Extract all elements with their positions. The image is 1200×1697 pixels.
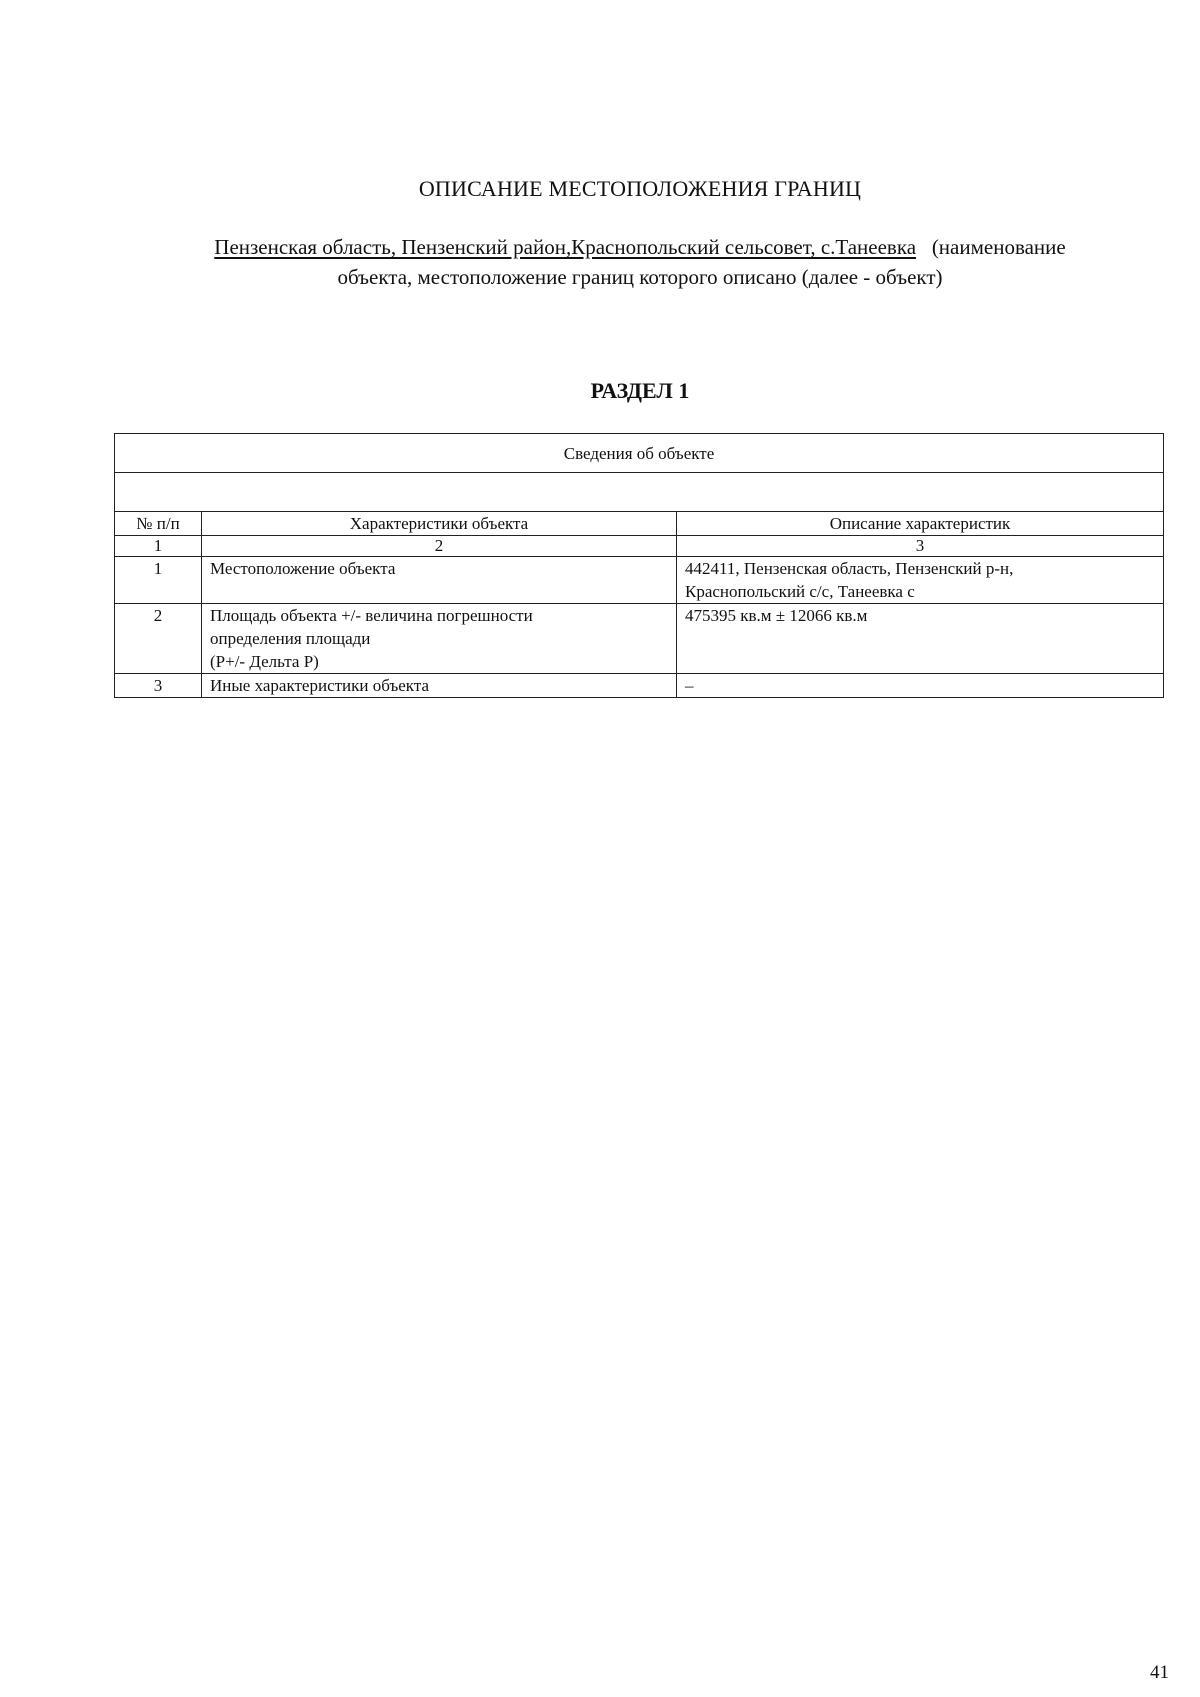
row-characteristic: Местоположение объекта (202, 557, 677, 604)
document-title: ОПИСАНИЕ МЕСТОПОЛОЖЕНИЯ ГРАНИЦ (418, 176, 862, 201)
header-number: № п/п (115, 512, 202, 536)
table-row (115, 604, 1164, 674)
object-name: Пензенская область, Пензенский район,Краснопольский сельсовет, с.Танеевка (214, 235, 917, 259)
table-header-row (115, 512, 1164, 536)
row-characteristic-line: (Р+/- Дельта Р) (210, 652, 319, 671)
row-number: 3 (115, 674, 202, 698)
table-row (115, 557, 1164, 604)
column-number-1: 1 (115, 536, 202, 557)
table-caption: Сведения об объекте (115, 434, 1164, 473)
row-number: 1 (115, 557, 202, 604)
object-name-note-part2: объекта, местоположение границ которого описано (далее - объект) (337, 265, 943, 289)
row-description: 475395 кв.м ± 12066 кв.м (677, 604, 1164, 674)
row-characteristic: Иные характеристики объекта (202, 674, 677, 698)
table-empty-row (115, 473, 1164, 512)
row-number: 2 (115, 604, 202, 674)
row-characteristic-line: Площадь объекта +/- величина погрешности (210, 606, 533, 625)
table-row (115, 674, 1164, 698)
object-name-note-part1: (наименование (931, 235, 1066, 259)
row-description: – (677, 674, 1164, 698)
empty-cell (115, 473, 1164, 512)
object-info-table (114, 433, 1164, 698)
row-description-line: Краснопольский с/с, Танеевка с (685, 582, 915, 601)
row-characteristic-line: определения площади (210, 629, 371, 648)
row-description-line: 442411, Пензенская область, Пензенский р-н, (685, 559, 1014, 578)
section-title: РАЗДЕЛ 1 (590, 378, 690, 403)
column-number-2: 2 (202, 536, 677, 557)
table-column-numbers-row (115, 536, 1164, 557)
header-characteristic: Характеристики объекта (202, 512, 677, 536)
page-number: 41 (1150, 1662, 1169, 1683)
table-caption-row (115, 434, 1164, 473)
row-description (677, 557, 1164, 604)
object-description (100, 232, 1180, 292)
column-number-3: 3 (677, 536, 1164, 557)
header-description: Описание характеристик (677, 512, 1164, 536)
row-characteristic (202, 604, 677, 674)
